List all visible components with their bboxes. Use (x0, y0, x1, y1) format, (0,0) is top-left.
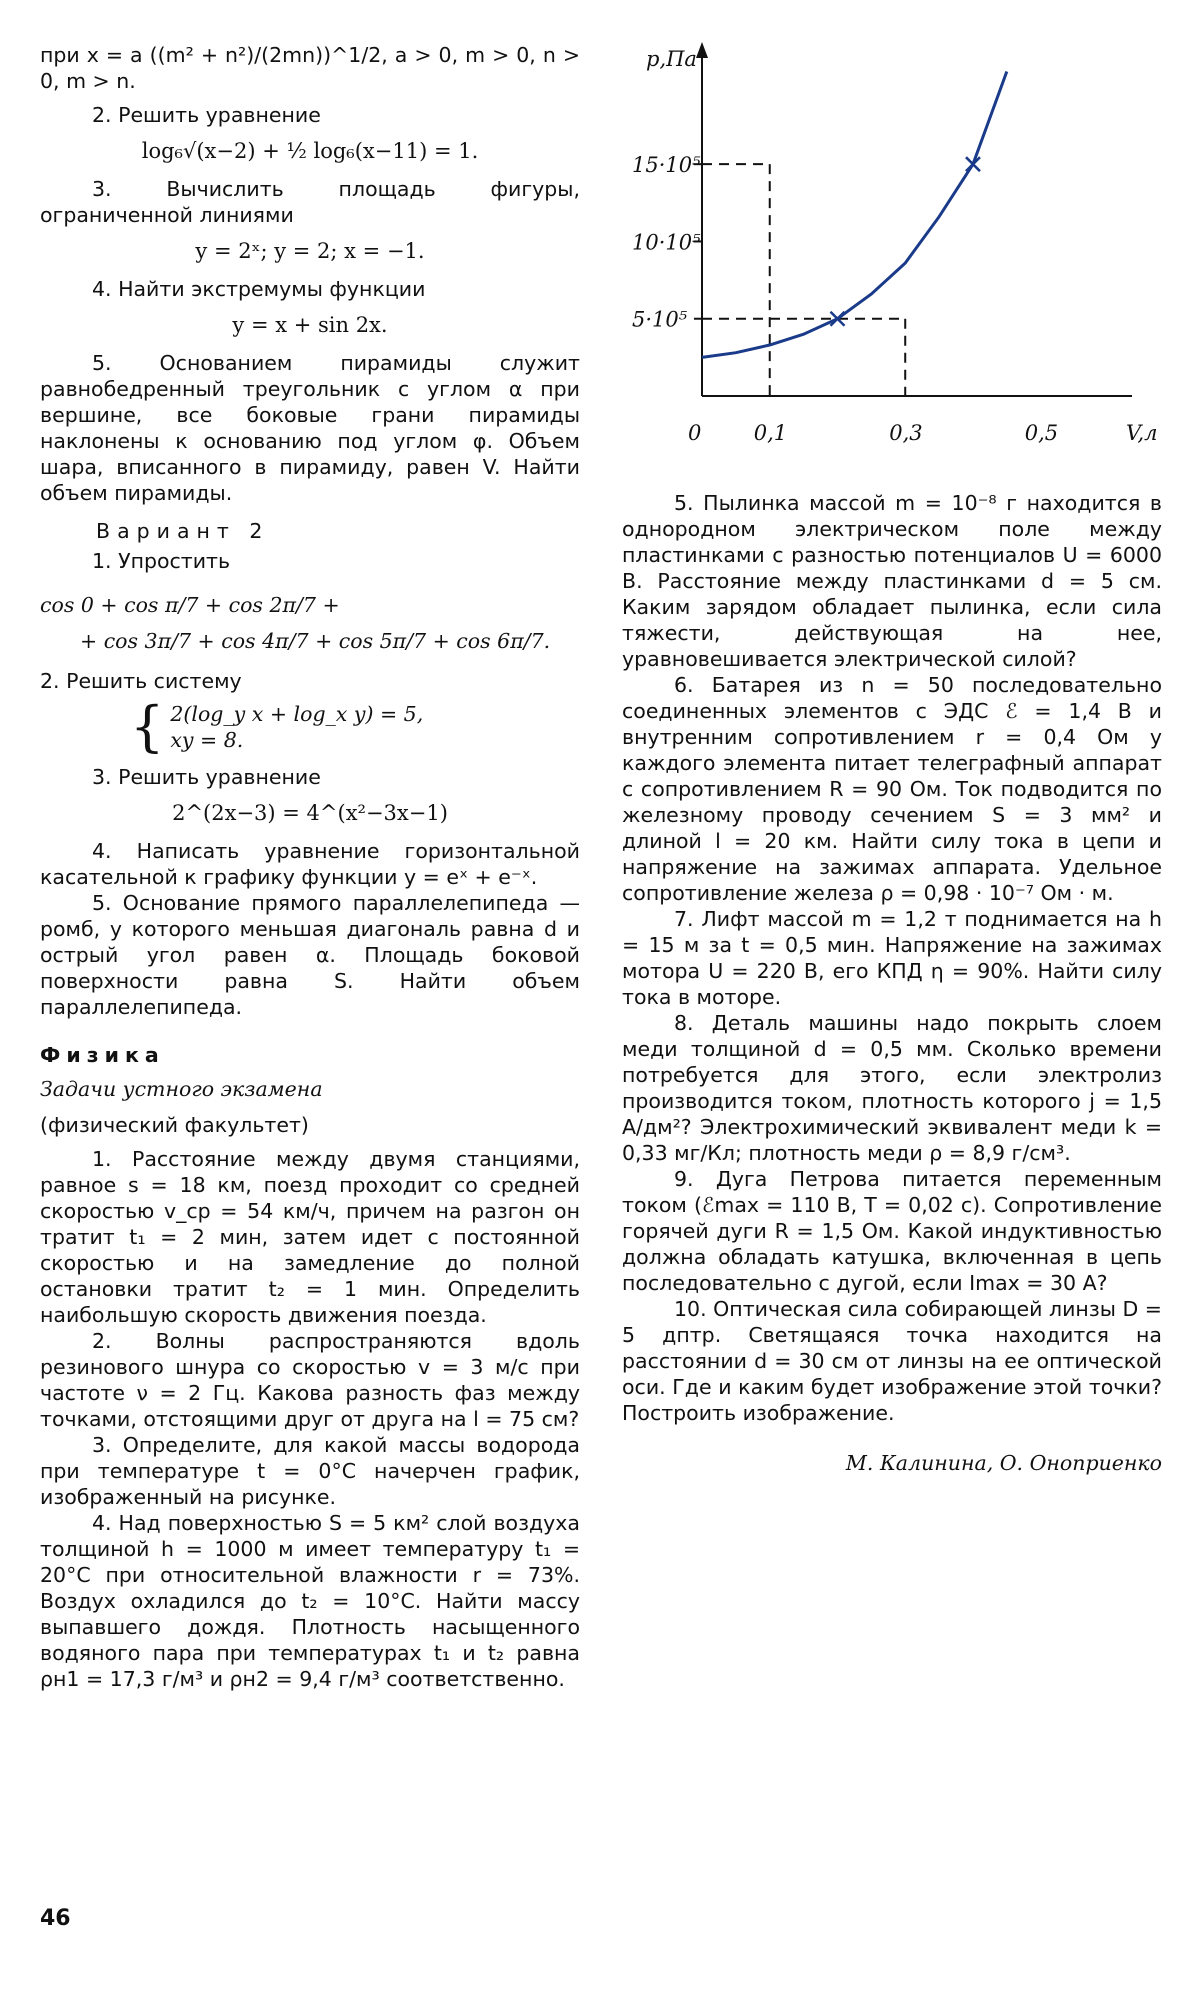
physics-problem-6: 6. Батарея из n = 50 последовательно соединенных элементов с ЭДС ℰ = 1,4 В и внутренним сопротивлением r = 0,4 Ом у каждого элемента питает телеграфный аппарат с сопротивлением R = 90 Ом. Ток подводится по железному проводу сечением S = 3 мм² и длиной l = 20 км. Найти силу тока в цепи и напряжение на зажимах аппарата. Удельное сопротивление железа ρ = 0,98 · 10⁻⁷ Ом · м. (622, 673, 1162, 905)
pressure-volume-chart (622, 36, 1162, 446)
physics-problem-10: 10. Оптическая сила собирающей линзы D = 5 дптр. Светящаяся точка находится на расстоянии d = 30 см от линзы на ее оптической оси. Где и каким будет изображение этой точки? Построить изображение. (622, 1297, 1162, 1425)
x-tick-label: 0,5 (1024, 421, 1059, 445)
isotherm-curve (702, 72, 1007, 358)
y-axis-label: p,Па (646, 47, 697, 71)
v2-problem-2-text: 2. Решить систему (40, 669, 242, 693)
page-number: 46 (40, 1906, 71, 1931)
v2-problem-1-formula-line2: + cos 3π/7 + cos 4π/7 + cos 5π/7 + cos 6π/7. (80, 629, 551, 653)
y-tick-label: 5·10⁵ (632, 307, 688, 332)
y-axis-arrow (696, 42, 708, 58)
physics-subtitle: Задачи устного экзамена (40, 1077, 323, 1101)
physics-heading: Физика (40, 1043, 165, 1067)
authors-signature: М. Калинина, О. Оноприенко (845, 1451, 1162, 1475)
system-line-1: 2(log_y x + log_x y) = 5, (170, 702, 424, 726)
marked-point (966, 157, 980, 171)
v1-problem-5-text: 5. Основанием пирамиды служит равнобедренный треугольник с углом α при вершине, все боковые грани пирамиды наклонены к основанию под углом φ. Объем шара, вписанного в пирамиду, равен V. Найти объем пирамиды. (40, 351, 580, 505)
physics-problem-1: 1. Расстояние между двумя станциями, равное s = 18 км, поезд проходит со средней скоростью v_ср = 54 км/ч, причем на разгон он тратит t₁ = 2 мин, затем идет с постоянной скоростью и на замедление до полной остановки тратит t₂ = 1 мин. Определить наибольшую скорость движения поезда. (40, 1147, 580, 1327)
v1-problem-4-text: 4. Найти экстремумы функции (92, 277, 426, 301)
physics-problem-5: 5. Пылинка массой m = 10⁻⁸ г находится в однородном электрическом поле между пластинками с разностью потенциалов U = 6000 В. Расстояние между пластинками d = 5 см. Каким зарядом обладает пылинка, если сила тяжести, действующая на нее, уравновешивается электрической силой? (622, 491, 1162, 671)
variant1-condition: при x = a ((m² + n²)/(2mn))^1/2, a > 0, m > 0, n > 0, m > n. (40, 43, 580, 93)
physics-problem-2: 2. Волны распространяются вдоль резинового шнура со скоростью v = 3 м/с при частоте ν = 2 Гц. Какова разность фаз между точками, отстоящими друг от друга на l = 75 см? (40, 1329, 580, 1431)
physics-problem-7: 7. Лифт массой m = 1,2 т поднимается на h = 15 м за t = 0,5 мин. Напряжение на зажимах мотора U = 220 В, его КПД η = 90%. Найти силу тока в моторе. (622, 907, 1162, 1009)
v1-problem-2-text: 2. Решить уравнение (92, 103, 321, 127)
v1-problem-2-formula: log₆√(x−2) + ½ log₆(x−11) = 1. (141, 139, 479, 163)
system-line-2: xy = 8. (170, 728, 244, 752)
v2-problem-3-formula: 2^(2x−3) = 4^(x²−3x−1) (172, 801, 448, 825)
variant-2-heading: Вариант 2 (96, 519, 270, 543)
brace-symbol: { (130, 695, 165, 758)
x-tick-label: 0,3 (889, 421, 923, 445)
x-tick-label: 0,1 (753, 421, 788, 445)
v2-problem-4-text: 4. Написать уравнение горизонтальной касательной к графику функции y = eˣ + e⁻ˣ. (40, 839, 580, 889)
v2-problem-1-text: 1. Упростить (92, 549, 231, 573)
physics-faculty: (физический факультет) (40, 1113, 309, 1137)
right-column (622, 490, 1162, 1476)
v1-problem-3-text: 3. Вычислить площадь фигуры, ограниченной линиями (40, 177, 580, 227)
v2-problem-1-formula-line1: cos 0 + cos π/7 + cos 2π/7 + (40, 593, 340, 617)
physics-problem-3: 3. Определите, для какой массы водорода при температуре t = 0°C начерчен график, изображенный на рисунке. (40, 1433, 580, 1509)
v1-problem-4-formula: y = x + sin 2x. (232, 313, 388, 337)
physics-problem-8: 8. Деталь машины надо покрыть слоем меди толщиной d = 0,5 мм. Сколько времени потребуется для этого, если электролиз производится током, плотность которого j = 1,5 А/дм²? Электрохимический эквивалент меди k = 0,33 мг/Кл; плотность меди ρ = 8,9 г/см³. (622, 1011, 1162, 1165)
y-tick-label: 10·10⁵ (632, 230, 701, 255)
x-tick-label: 0 (688, 421, 702, 445)
y-tick-label: 15·10⁵ (632, 153, 701, 178)
physics-problem-9: 9. Дуга Петрова питается переменным током (ℰmax = 110 В, T = 0,02 с). Сопротивление горячей дуги R = 1,5 Ом. Какой индуктивностью должна обладать катушка, включенная в цепь последовательно с дугой, если Imax = 30 А? (622, 1167, 1162, 1295)
x-axis-label: V,л (1126, 421, 1158, 445)
v2-problem-5-text: 5. Основание прямого параллелепипеда — ромб, у которого меньшая диагональ равна d и острый угол равен α. Площадь боковой поверхности равна S. Найти объем параллелепипеда. (40, 891, 580, 1019)
physics-problem-4: 4. Над поверхностью S = 5 км² слой воздуха толщиной h = 1000 м имеет температуру t₁ = 20°C при относительной влажности r = 73%. Воздух охладился до t₂ = 10°C. Найти массу выпавшего дождя. Плотность насыщенного водяного пара при температурах t₁ и t₂ равна ρн1 = 17,3 г/м³ и ρн2 = 9,4 г/м³ соответственно. (40, 1511, 580, 1691)
v1-problem-3-formula: y = 2ˣ; y = 2; x = −1. (195, 239, 425, 263)
v2-problem-3-text: 3. Решить уравнение (92, 765, 321, 789)
v2-problem-2-system (130, 695, 580, 758)
left-column (40, 42, 580, 1692)
